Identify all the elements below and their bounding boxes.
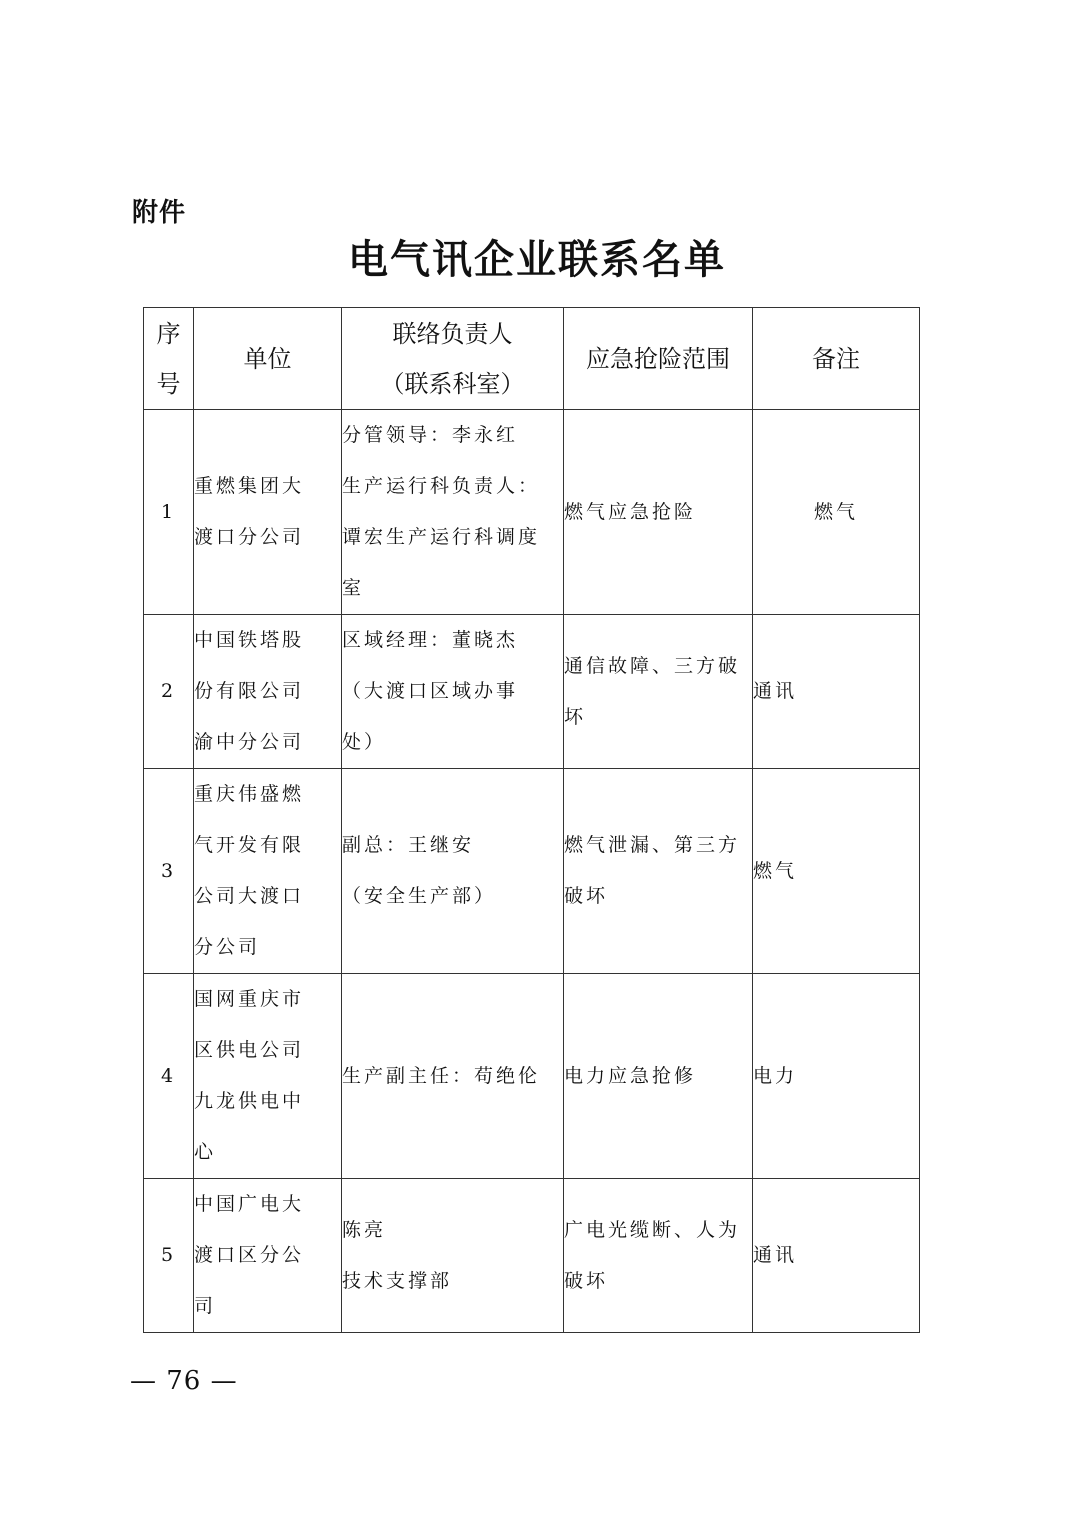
row-scope: 燃气应急抢险 xyxy=(564,410,753,615)
row-remark: 通讯 xyxy=(753,615,920,769)
annex-label: 附件 xyxy=(132,198,187,228)
row-contact: 区域经理：董晓杰 （大渡口区域办事 处） xyxy=(342,615,564,769)
row-remark: 燃气 xyxy=(753,410,920,615)
row-contact: 分管领导：李永红 生产运行科负责人： 谭宏生产运行科调度 室 xyxy=(342,410,564,615)
table-row xyxy=(144,615,920,769)
page-number: — 76 — xyxy=(130,1366,238,1396)
row-scope: 广电光缆断、人为 破坏 xyxy=(564,1179,753,1333)
header-unit: 单位 xyxy=(194,308,342,410)
row-contact: 陈亮 技术支撑部 xyxy=(342,1179,564,1333)
row-contact: 生产副主任：苟绝伦 xyxy=(342,974,564,1179)
row-unit: 国网重庆市 区供电公司 九龙供电中 心 xyxy=(194,974,342,1179)
row-remark: 燃气 xyxy=(753,769,920,974)
row-remark: 通讯 xyxy=(753,1179,920,1333)
header-seq: 序 号 xyxy=(144,308,194,410)
page-title: 电气讯企业联系名单 xyxy=(348,237,726,283)
row-scope: 燃气泄漏、第三方 破坏 xyxy=(564,769,753,974)
row-unit: 重庆伟盛燃 气开发有限 公司大渡口 分公司 xyxy=(194,769,342,974)
table-row xyxy=(144,974,920,1179)
table-row xyxy=(144,1179,920,1333)
row-unit: 重燃集团大 渡口分公司 xyxy=(194,410,342,615)
contact-table xyxy=(143,307,920,1333)
table-row xyxy=(144,769,920,974)
row-seq: 5 xyxy=(144,1179,194,1333)
row-unit: 中国铁塔股 份有限公司 渝中分公司 xyxy=(194,615,342,769)
row-seq: 3 xyxy=(144,769,194,974)
row-contact: 副总：王继安 （安全生产部） xyxy=(342,769,564,974)
header-scope: 应急抢险范围 xyxy=(564,308,753,410)
table-row xyxy=(144,410,920,615)
table-header-row xyxy=(144,308,920,410)
row-seq: 4 xyxy=(144,974,194,1179)
row-seq: 1 xyxy=(144,410,194,615)
row-seq: 2 xyxy=(144,615,194,769)
header-contact: 联络负责人 （联系科室） xyxy=(342,308,564,410)
row-scope: 电力应急抢修 xyxy=(564,974,753,1179)
header-remark: 备注 xyxy=(753,308,920,410)
row-unit: 中国广电大 渡口区分公 司 xyxy=(194,1179,342,1333)
row-scope: 通信故障、三方破 坏 xyxy=(564,615,753,769)
row-remark: 电力 xyxy=(753,974,920,1179)
